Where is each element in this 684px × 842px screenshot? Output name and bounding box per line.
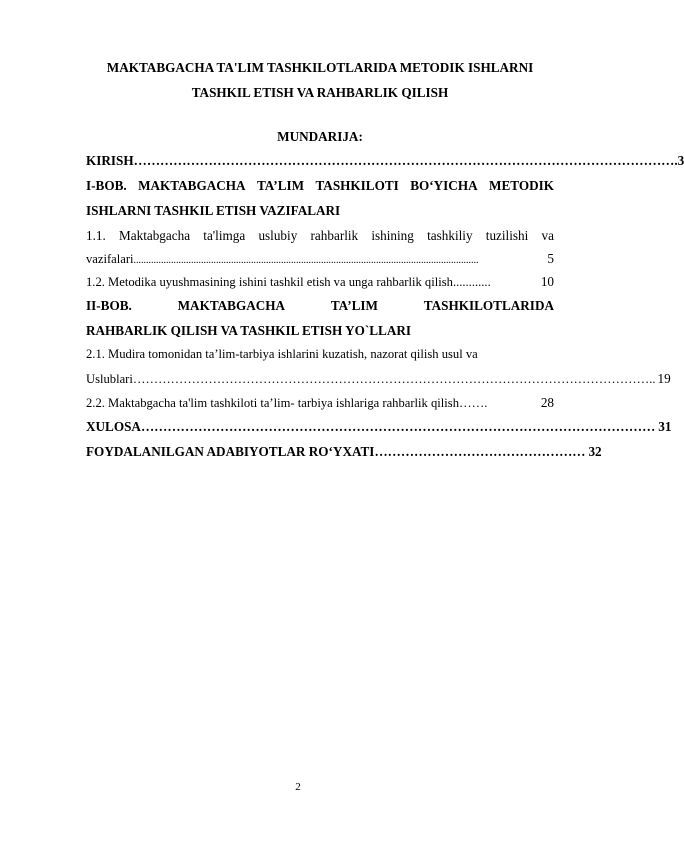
toc-label: Uslublari (86, 372, 133, 386)
toc-entry-section-1-1-line-2 (86, 251, 554, 267)
toc-word: rahbarlik (310, 228, 359, 243)
toc-entry-section-2-2 (86, 395, 554, 411)
toc-page-number: .3 (674, 153, 684, 168)
toc-entry-section-1-2 (86, 274, 554, 290)
toc-label: 1.2. Metodika uyushmasining ishini tashkil etish va unga rahbarlik qilish (86, 275, 453, 289)
toc-entry-section-1-1 (86, 228, 554, 244)
toc-page-number: 5 (547, 251, 554, 266)
toc-page-number: 28 (540, 395, 554, 410)
toc-word: METODIK (489, 178, 554, 193)
toc-page-number: 10 (540, 274, 554, 289)
toc-entry-chapter-1 (86, 178, 554, 194)
toc-label: 2.2. Maktabgacha ta'lim tashkiloti ta’lim- tarbiya ishlariga rahbarlik qilish (86, 396, 459, 410)
contents-heading: MUNDARIJA: (277, 129, 363, 144)
toc-word: MAKTABGACHA (177, 298, 286, 313)
toc-leader: …………………………………………………………………………………………………………….. (132, 372, 656, 386)
toc-page-number: 19 (657, 371, 671, 386)
toc-word: ta'limga (203, 228, 246, 243)
toc-entry-chapter-2-line-2: RAHBARLIK QILISH VA TASHKIL ETISH YO`LLARI (86, 323, 412, 338)
toc-word: BO‘YICHA (410, 178, 478, 193)
toc-entry-section-2-1-line-2 (86, 371, 671, 387)
toc-word: TASHKILOTLARIDA (423, 298, 554, 313)
toc-word: 1.1. (86, 228, 106, 243)
toc-word: tashkiliy (427, 228, 473, 243)
toc-word: uslubiy (258, 228, 298, 243)
document-title-line-2: TASHKIL ETISH VA RAHBARLIK QILISH (191, 85, 449, 100)
document-page (86, 0, 684, 842)
toc-entry-references (86, 444, 602, 460)
toc-word: TA’LIM (256, 178, 305, 193)
toc-leader: ……………………………………………………………………………………………………… (140, 419, 656, 434)
document-title-line-1: MAKTABGACHA TA'LIM TASHKILOTLARIDA METODIK ISHLARNI (106, 60, 534, 75)
toc-word: ishining (371, 228, 414, 243)
toc-label: KIRISH (86, 153, 134, 168)
toc-label: XULOSA (86, 419, 141, 434)
toc-leader: .......................................................................................................................................... (133, 255, 479, 266)
toc-page-number: 32 (588, 444, 602, 459)
toc-leader: ………………………………………… (374, 444, 586, 459)
toc-entry-section-2-1: 2.1. Mudira tomonidan ta’lim-tarbiya ishlarini kuzatish, nazorat qilish usul va (86, 347, 478, 361)
toc-word: I-BOB. (86, 178, 127, 193)
toc-label: FOYDALANILGAN ADABIYOTLAR RO‘YXATI (86, 444, 375, 459)
toc-word: va (541, 228, 554, 243)
toc-word: II-BOB. (86, 298, 132, 313)
toc-word: tuzilishi (485, 228, 529, 243)
toc-entry-chapter-1-line-2: ISHLARNI TASHKIL ETISH VAZIFALARI (86, 203, 341, 218)
toc-entry-xulosa (86, 419, 672, 435)
toc-word: TASHKILOTI (315, 178, 399, 193)
toc-leader: ............ (452, 275, 491, 289)
toc-entry-kirish (86, 153, 684, 169)
toc-word: MAKTABGACHA (138, 178, 246, 193)
toc-leader: ……. (459, 396, 488, 410)
toc-entry-chapter-2 (86, 298, 554, 314)
page-number: 2 (295, 781, 301, 793)
toc-word: TA’LIM (330, 298, 378, 313)
toc-label: vazifalari (86, 252, 134, 266)
toc-word: Maktabgacha (119, 228, 191, 243)
toc-page-number: 31 (658, 419, 672, 434)
toc-leader: …………………………………………………………………………………………………………… (133, 153, 675, 168)
